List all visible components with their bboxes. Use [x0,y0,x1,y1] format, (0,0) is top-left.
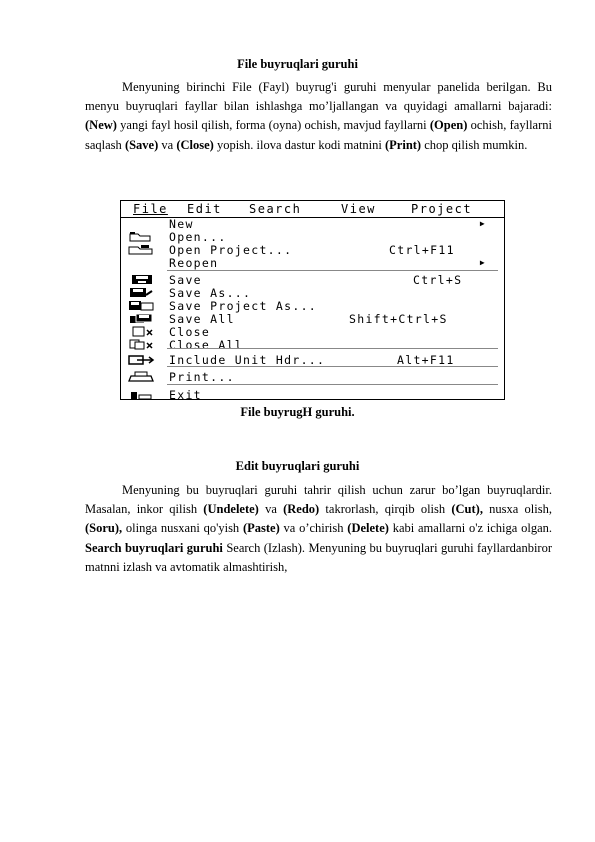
text-run: va [158,137,177,152]
menu-item-label: Reopen [169,256,219,270]
text-run: Menyuning bu buyruqlari guruhi tahrir qilish uchun zarur bo’lgan buyruqlardir. Masalan, inkor qilish [85,483,552,517]
bold-term: Search buyruqlari guruhi [85,540,223,555]
menubar-item-view: View [341,202,376,216]
close-file-icon [127,326,157,337]
bold-term: (Delete) [347,521,389,536]
bold-term: (Save) [124,137,159,152]
bold-term: (Paste) [242,521,280,536]
menu-item-new [121,218,504,230]
section-heading-file: File buyruqlari guruhi [237,57,358,71]
submenu-arrow-icon: ▶ [479,219,486,228]
menu-item-save-project-as [121,300,504,312]
text-run: va o’chirish [279,521,348,536]
menu-item-shortcut: Alt+F11 [397,353,455,367]
menubar-item-edit: Edit [187,202,222,216]
menu-item-label: Save All [169,312,235,326]
text-run: ochish, fayllarni saqlash [85,118,552,152]
text-run: nusxa olish, [482,502,552,517]
menu-item-reopen [121,257,504,269]
menu-item-label: Open Project... [169,243,293,257]
text-run: Menyuning birinchi File (Fayl) buyrug'i guruhi menyular panelida berilgan. Bu menyu buyruqlari fayllar bilan ishlashga mo’ljallangan va quyidagi amallarni bajaradi: [85,80,552,114]
text-run: olinga nusxani qo'yish [122,521,243,536]
menu-item-include-unit-hdr [121,354,504,366]
menubar-item-project: Project [411,202,473,216]
save-all-icon [127,313,157,324]
menu-item-label: Open... [169,230,227,244]
menu-item-close [121,326,504,338]
menu-item-label: Include Unit Hdr... [169,353,326,367]
include-unit-icon [127,354,157,365]
save-project-icon [127,300,157,311]
menubar [121,201,504,218]
paragraph-edit-commands [85,481,552,577]
text-run: yangi fayl hosil qilish, forma (oyna) ochish, mavjud fayllarni [116,118,430,133]
figure-caption: File buyrugH guruhi. [240,405,355,419]
paragraph-file-commands [85,78,552,155]
text-run: takrorlash, qirqib olish [319,502,452,517]
menu-item-open-project [121,244,504,256]
menu-item-save-all [121,313,504,325]
bold-term: (New) [85,118,117,133]
exit-icon [127,389,157,400]
printer-icon [127,371,157,382]
menu-separator [167,348,498,349]
bold-term: (Open) [429,118,468,133]
text-run: yopish. ilova dastur kodi matnini [213,137,385,152]
menu-item-shortcut: Shift+Ctrl+S [349,312,448,326]
bold-term: (Cut), [451,502,483,517]
menu-item-save [121,274,504,286]
file-menu-screenshot [120,200,505,400]
menu-item-label: Save As... [169,286,252,300]
menubar-item-file: File [133,202,168,216]
menu-item-label: Print... [169,370,235,384]
save-icon [127,274,157,285]
menu-item-label: Close All [169,338,244,352]
menu-item-label: Save Project As... [169,299,318,313]
bold-term: (Soru), [85,521,123,536]
menu-item-print [121,371,504,383]
bold-term: (Redo) [283,502,320,517]
save-as-icon [127,287,157,298]
open-project-icon [127,244,157,255]
bold-term: (Print) [385,137,422,152]
text-run: kabi amallarni o'z ichiga olgan. [388,521,552,536]
menu-separator [167,270,498,271]
menu-item-shortcut: Ctrl+S [413,273,463,287]
submenu-arrow-icon: ▶ [479,258,486,267]
close-all-icon [127,339,157,350]
menubar-item-search: Search [249,202,302,216]
menu-item-save-as [121,287,504,299]
text-run: chop qilish mumkin. [421,137,528,152]
menu-item-label: Close [169,325,211,339]
bold-term: (Close) [176,137,214,152]
menu-item-label: Save [169,273,202,287]
menu-separator [167,366,498,367]
menu-item-exit [121,389,504,400]
menu-item-label: Exit [169,388,202,400]
menu-item-open [121,231,504,243]
text-run: va [258,502,284,517]
menu-item-label: New [169,217,194,231]
menu-item-close-all [121,339,504,351]
menu-item-shortcut: Ctrl+F11 [389,243,455,257]
text-run: Search (Izlash). Menyuning bu buyruqlari guruhi fayllardanbiror matnni izlash va avtomatik almashtirish, [85,540,552,574]
bold-term: (Undelete) [203,502,259,517]
menu-separator [167,384,498,385]
open-folder-icon [127,231,157,242]
section-heading-edit: Edit buyruqlari guruhi [235,459,360,473]
